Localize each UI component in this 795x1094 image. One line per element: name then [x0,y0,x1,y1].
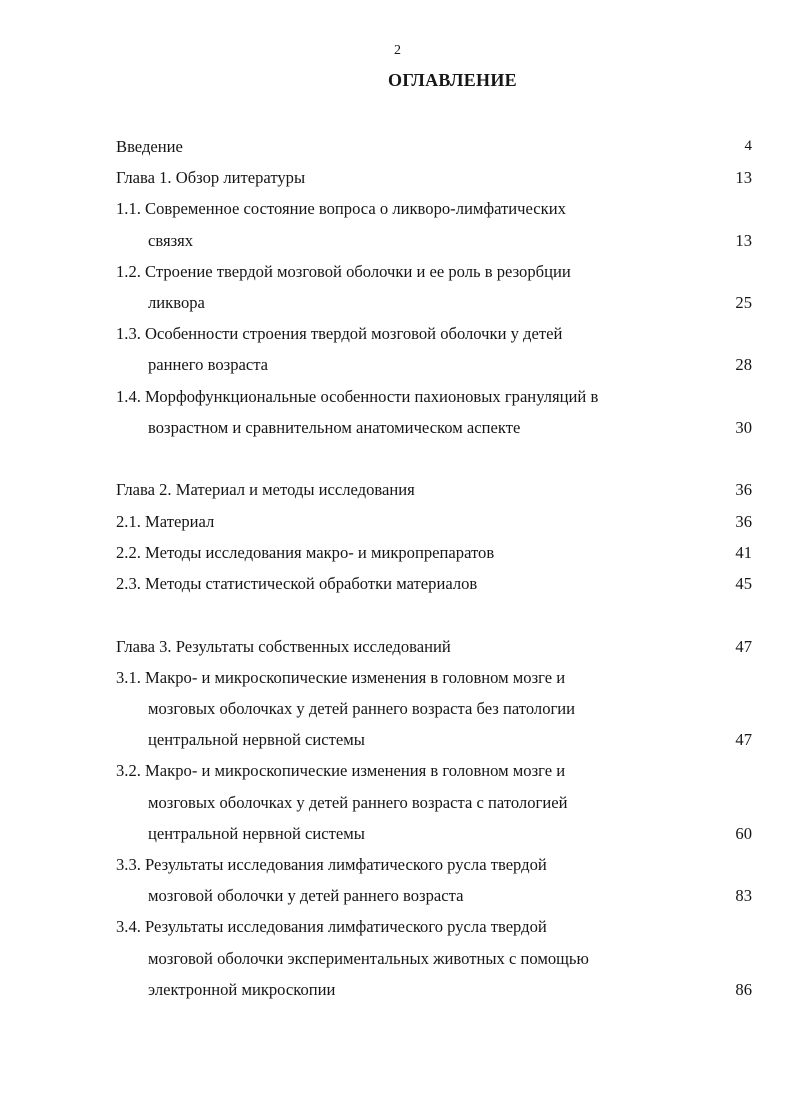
page-number: 2 [394,43,401,58]
toc-entry [116,631,752,662]
toc-entry-continuation [116,724,752,755]
toc-entry-title: связях [148,230,194,250]
toc-entry-title: мозговых оболочках у детей раннего возраста с патологией [148,792,568,812]
toc-entry [116,506,752,537]
toc-entry-continuation [116,225,752,256]
toc-entry-page-number: 36 [735,511,752,531]
toc-entry [116,568,752,599]
toc-entry-title: 2.1. Материал [116,511,215,531]
toc-entry-title: центральной нервной системы [148,823,365,843]
toc-entry-title: электронной микроскопии [148,979,336,999]
toc-entry-title: 1.3. Особенности строения твердой мозговой оболочки у детей [116,324,563,344]
toc-entry-page-number: 41 [735,542,752,562]
toc-entry-title: Глава 2. Материал и методы исследования [116,480,415,500]
toc-entry [116,755,752,786]
toc-entry-title: Введение [116,137,183,156]
toc-entry [116,193,752,224]
toc-entry-page-number: 4 [744,138,752,154]
toc-entry-continuation [116,880,752,911]
toc-entry-continuation [116,412,752,443]
toc-entry-continuation [116,974,752,1005]
toc-entry-continuation [116,349,752,380]
toc-entry-title: Глава 3. Результаты собственных исследований [116,636,451,656]
toc-entry-title: 2.2. Методы исследования макро- и микропрепаратов [116,542,495,562]
toc-entry-continuation [116,287,752,318]
toc-entry [116,381,752,412]
toc-entry [116,162,752,193]
toc-entry-title: Глава 1. Обзор литературы [116,168,306,188]
toc-entry-page-number: 86 [735,979,752,999]
toc-entry-page-number: 45 [735,573,752,593]
toc-entry-title: 3.1. Макро- и микроскопические изменения в головном мозге и [116,667,566,687]
toc-entry-continuation [116,787,752,818]
page-title: ОГЛАВЛЕНИЕ [388,70,517,90]
toc-entry [116,537,752,568]
toc-entry-title: 1.2. Строение твердой мозговой оболочки и ее роль в резорбции [116,261,571,281]
toc-entry-page-number: 25 [735,292,752,312]
toc-entry-page-number: 13 [735,230,752,250]
toc-entry-title: 1.4. Морфофункциональные особенности пахионовых грануляций в [116,386,599,406]
toc-entry-title: мозговой оболочки у детей раннего возраста [148,886,464,906]
toc-entry-page-number: 47 [735,636,752,656]
toc-entry [116,474,752,505]
toc-entry-title: ликвора [148,292,205,312]
toc-entry-title: центральной нервной системы [148,730,365,750]
toc-entry-title: 2.3. Методы статистической обработки материалов [116,573,478,593]
toc-entry-page-number: 30 [735,417,752,437]
toc-entry-page-number: 60 [735,823,752,843]
toc-entry-page-number: 47 [735,730,752,750]
toc-entry-title: 3.4. Результаты исследования лимфатического русла твердой [116,917,547,937]
toc-entry-page-number: 36 [735,480,752,500]
toc-entry-page-number: 13 [735,168,752,188]
toc-entry-page-number: 28 [735,355,752,375]
toc-entry [116,662,752,693]
toc-entry [116,849,752,880]
toc-entry-continuation [116,693,752,724]
toc-entry-continuation [116,943,752,974]
toc-entry [116,911,752,942]
toc-entry-page-number: 83 [735,886,752,906]
toc-entry [116,256,752,287]
table-of-contents [116,131,752,1005]
toc-entry-title: мозговых оболочках у детей раннего возраста без патологии [148,699,576,718]
toc-entry-title: раннего возраста [148,355,269,375]
toc-entry-title: возрастном и сравнительном анатомическом аспекте [148,417,521,437]
toc-entry [116,318,752,349]
toc-entry-title: 1.1. Современное состояние вопроса о ликворо-лимфатических [116,199,566,219]
toc-entry-title: мозговой оболочки экспериментальных животных с помощью [148,948,589,968]
toc-entry-title: 3.3. Результаты исследования лимфатического русла твердой [116,854,547,874]
toc-entry-continuation [116,818,752,849]
toc-entry-title: 3.2. Макро- и микроскопические изменения в головном мозге и [116,761,566,781]
toc-entry [116,131,752,162]
